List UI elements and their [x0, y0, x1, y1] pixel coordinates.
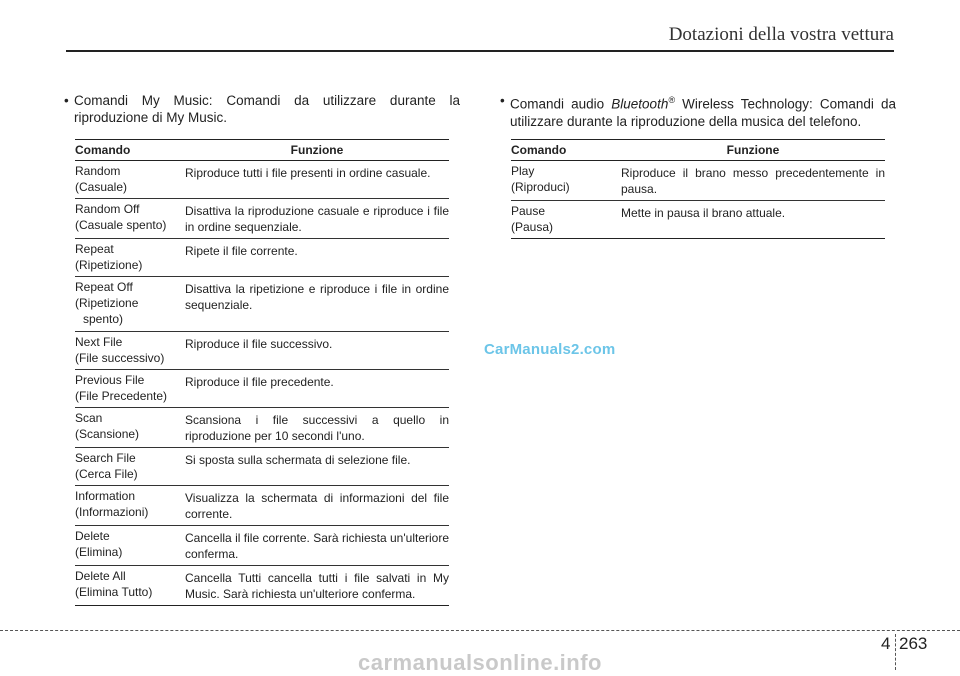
bluetooth-trademark: Bluetooth [611, 96, 669, 112]
command-cell: Search File (Cerca File) [75, 448, 185, 486]
function-cell: Disattiva la ripetizione e riproduce i file in ordine sequenziale. [185, 277, 449, 332]
table-row [75, 332, 449, 370]
table-row [75, 566, 449, 606]
table-row [75, 277, 449, 332]
bluetooth-intro [500, 92, 896, 130]
column-header-command: Comando [511, 140, 621, 161]
table-row [75, 408, 449, 448]
bluetooth-commands-table [511, 139, 885, 239]
table-row [75, 370, 449, 408]
table-row [75, 486, 449, 526]
table-header-row [511, 140, 885, 161]
function-cell: Riproduce il file successivo. [185, 332, 449, 370]
command-cell: Delete All (Elimina Tutto) [75, 566, 185, 606]
function-cell: Visualizza la schermata di informazioni del file corrente. [185, 486, 449, 526]
function-cell: Cancella Tutti cancella tutti i file salvati in My Music. Sarà richiesta un'ulteriore conferma. [185, 566, 449, 606]
command-cell: Random Off (Casuale spento) [75, 199, 185, 239]
function-cell: Disattiva la riproduzione casuale e riproduce i file in ordine sequenziale. [185, 199, 449, 239]
command-cell: Delete (Elimina) [75, 526, 185, 566]
function-cell: Mette in pausa il brano attuale. [621, 201, 885, 239]
table-row [511, 201, 885, 239]
command-cell: Information (Informazioni) [75, 486, 185, 526]
page-header-title: Dotazioni della vostra vettura [668, 24, 894, 45]
my-music-commands-table [75, 139, 449, 606]
function-cell: Cancella il file corrente. Sarà richiesta un'ulteriore conferma. [185, 526, 449, 566]
my-music-intro [64, 92, 460, 126]
command-cell: Scan (Scansione) [75, 408, 185, 448]
column-header-command: Comando [75, 140, 185, 161]
function-cell: Riproduce tutti i file presenti in ordine casuale. [185, 161, 449, 199]
command-cell: Next File (File successivo) [75, 332, 185, 370]
page-number: 263 [899, 634, 928, 653]
command-cell: Random (Casuale) [75, 161, 185, 199]
table-row [75, 526, 449, 566]
table-header-row [75, 140, 449, 161]
function-cell: Scansiona i file successivi a quello in riproduzione per 10 secondi l'uno. [185, 408, 449, 448]
bluetooth-intro-text: Comandi audio Bluetooth® Wireless Technology: Comandi da utilizzare durante la riproduzione della musica del telefono. [510, 95, 896, 129]
site-watermark[interactable]: carmanualsonline.info [358, 650, 602, 675]
table-row [75, 199, 449, 239]
watermark-link[interactable]: CarManuals2.com [484, 341, 616, 358]
command-cell: Previous File (File Precedente) [75, 370, 185, 408]
table-row [75, 239, 449, 277]
command-cell: Repeat Off (Ripetizione spento) [75, 277, 185, 332]
function-cell: Si sposta sulla schermata di selezione file. [185, 448, 449, 486]
function-cell: Riproduce il file precedente. [185, 370, 449, 408]
function-cell: Ripete il file corrente. [185, 239, 449, 277]
my-music-intro-text: Comandi My Music: Comandi da utilizzare durante la riproduzione di My Music. [74, 93, 460, 125]
command-cell: Pause (Pausa) [511, 201, 621, 239]
header-rule [66, 50, 894, 52]
chapter-number: 4 [881, 634, 891, 653]
table-row [75, 161, 449, 199]
table-row [511, 161, 885, 201]
bullet: • [64, 93, 69, 108]
bullet: • [500, 93, 505, 108]
command-cell: Play (Riproduci) [511, 161, 621, 201]
footer-rule [0, 630, 960, 631]
function-cell: Riproduce il brano messo precedentemente in pausa. [621, 161, 885, 201]
command-cell: Repeat (Ripetizione) [75, 239, 185, 277]
table-row [75, 448, 449, 486]
column-header-function: Funzione [621, 140, 885, 161]
column-header-function: Funzione [185, 140, 449, 161]
